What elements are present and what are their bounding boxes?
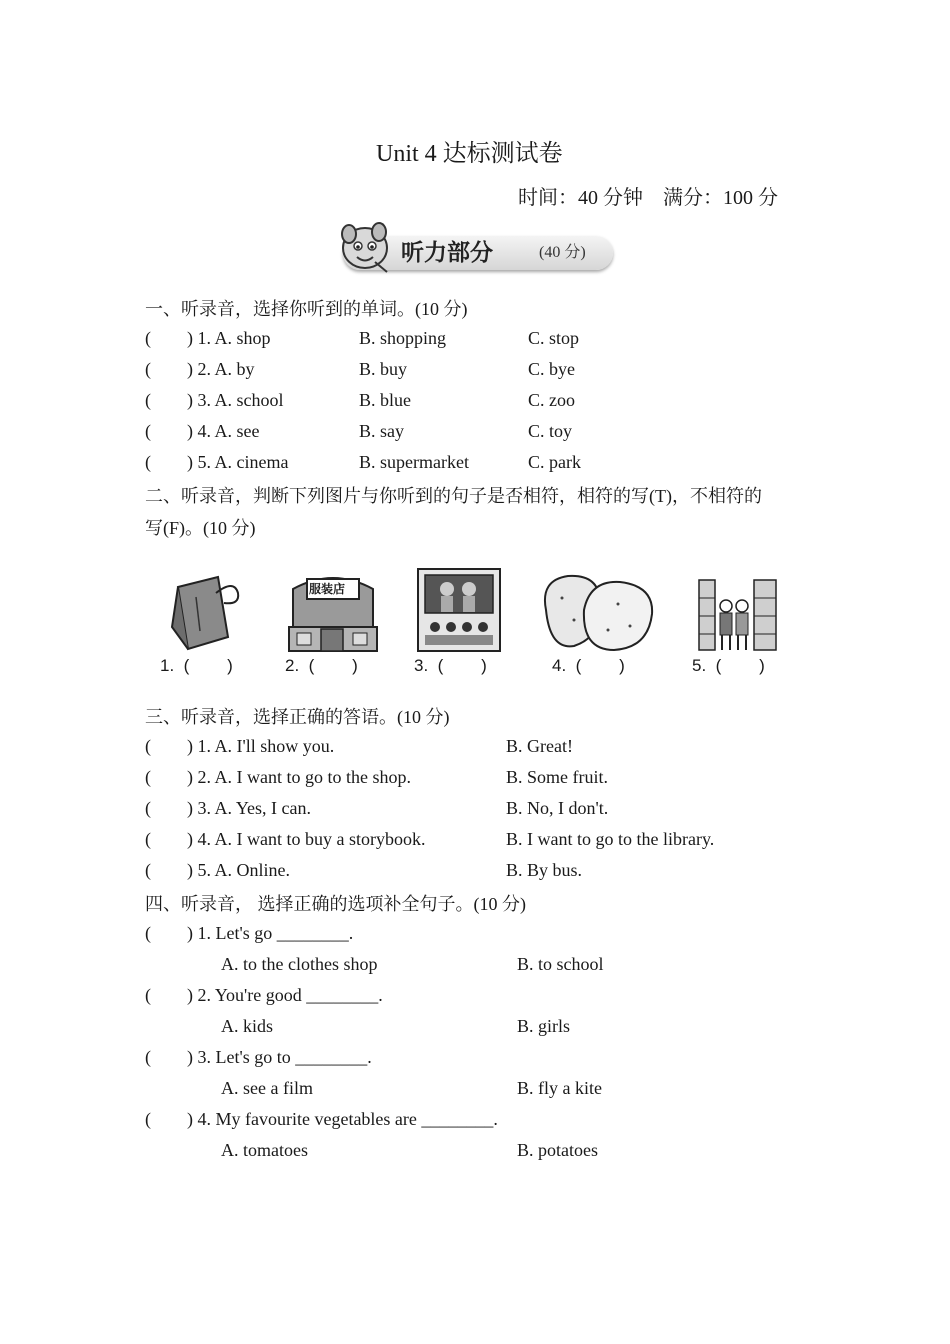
question-number: ( ) 1. A. shop	[145, 328, 271, 348]
option-a: ( ) 5. A. Online.	[145, 860, 290, 880]
page-title: Unit 4 达标测试卷	[376, 141, 563, 167]
option-b: B. fly a kite	[517, 1078, 602, 1098]
option-a: A. tomatoes	[221, 1140, 308, 1160]
question-stem: ( ) 3. Let's go to ________.	[145, 1047, 372, 1067]
listening-section-banner	[323, 222, 615, 274]
banner-score: (40 分)	[539, 244, 586, 261]
option-b: B. Some fruit.	[506, 767, 608, 787]
option-a: A. see a film	[221, 1078, 313, 1098]
option-b: B. buy	[359, 359, 408, 379]
section1-heading: 一、听录音，选择你听到的单词。(10 分)	[145, 299, 468, 319]
option-a: A. kids	[221, 1016, 274, 1036]
question-stem: ( ) 2. You're good ________.	[145, 985, 383, 1005]
option-a: ( ) 4. A. I want to buy a storybook.	[145, 829, 426, 849]
question-number: ( ) 2. A. by	[145, 359, 255, 379]
picture-label: 5. ( )	[692, 656, 765, 675]
section2-heading-line2: 写(F)。(10 分)	[145, 518, 256, 538]
cinema-icon	[417, 567, 501, 653]
question-stem: ( ) 1. Let's go ________.	[145, 923, 354, 943]
option-c: C. zoo	[528, 390, 575, 410]
option-b: B. say	[359, 421, 404, 441]
option-b: B. potatoes	[517, 1140, 598, 1160]
section4-heading: 四、听录音， 选择正确的选项补全句子。(10 分)	[145, 894, 526, 914]
option-c: C. toy	[528, 421, 573, 441]
question-number: ( ) 4. A. see	[145, 421, 260, 441]
picture-label: 2. ( )	[285, 656, 358, 675]
shop-sign-text: 服装店	[309, 582, 346, 596]
question-stem: ( ) 4. My favourite vegetables are ________.	[145, 1109, 498, 1129]
option-b: B. girls	[517, 1016, 571, 1036]
option-b: B. No, I don't.	[506, 798, 609, 818]
option-a: ( ) 3. A. Yes, I can.	[145, 798, 311, 818]
banner-title: 听力部分	[401, 240, 493, 266]
option-a: ( ) 2. A. I want to go to the shop.	[145, 767, 411, 787]
option-b: B. By bus.	[506, 860, 583, 880]
section2-heading-line1: 二、听录音，判断下列图片与你听到的句子是否相符，相符的写(T)，不相符的	[145, 486, 762, 506]
picture-label: 1. ( )	[160, 656, 233, 675]
option-b: B. blue	[359, 390, 411, 410]
option-c: C. park	[528, 452, 581, 472]
option-a: ( ) 1. A. I'll show you.	[145, 736, 335, 756]
bag-icon	[168, 567, 248, 655]
question-number: ( ) 3. A. school	[145, 390, 284, 410]
option-b: B. I want to go to the library.	[506, 829, 715, 849]
option-b: B. Great!	[506, 736, 573, 756]
option-b: B. supermarket	[359, 452, 469, 472]
potatoes-icon	[538, 570, 658, 654]
question-number: ( ) 5. A. cinema	[145, 452, 289, 472]
option-b: B. to school	[517, 954, 604, 974]
cartoon-animal-icon	[335, 222, 397, 276]
section3-heading: 三、听录音，选择正确的答语。(10 分)	[145, 707, 450, 727]
option-c: C. stop	[528, 328, 580, 348]
option-b: B. shopping	[359, 328, 447, 348]
time-score-info: 时间：40 分钟 满分：100 分	[518, 187, 778, 209]
picture-label: 4. ( )	[552, 656, 625, 675]
picture-label: 3. ( )	[414, 656, 487, 675]
option-a: A. to the clothes shop	[221, 954, 378, 974]
library-icon	[698, 576, 778, 652]
option-c: C. bye	[528, 359, 575, 379]
